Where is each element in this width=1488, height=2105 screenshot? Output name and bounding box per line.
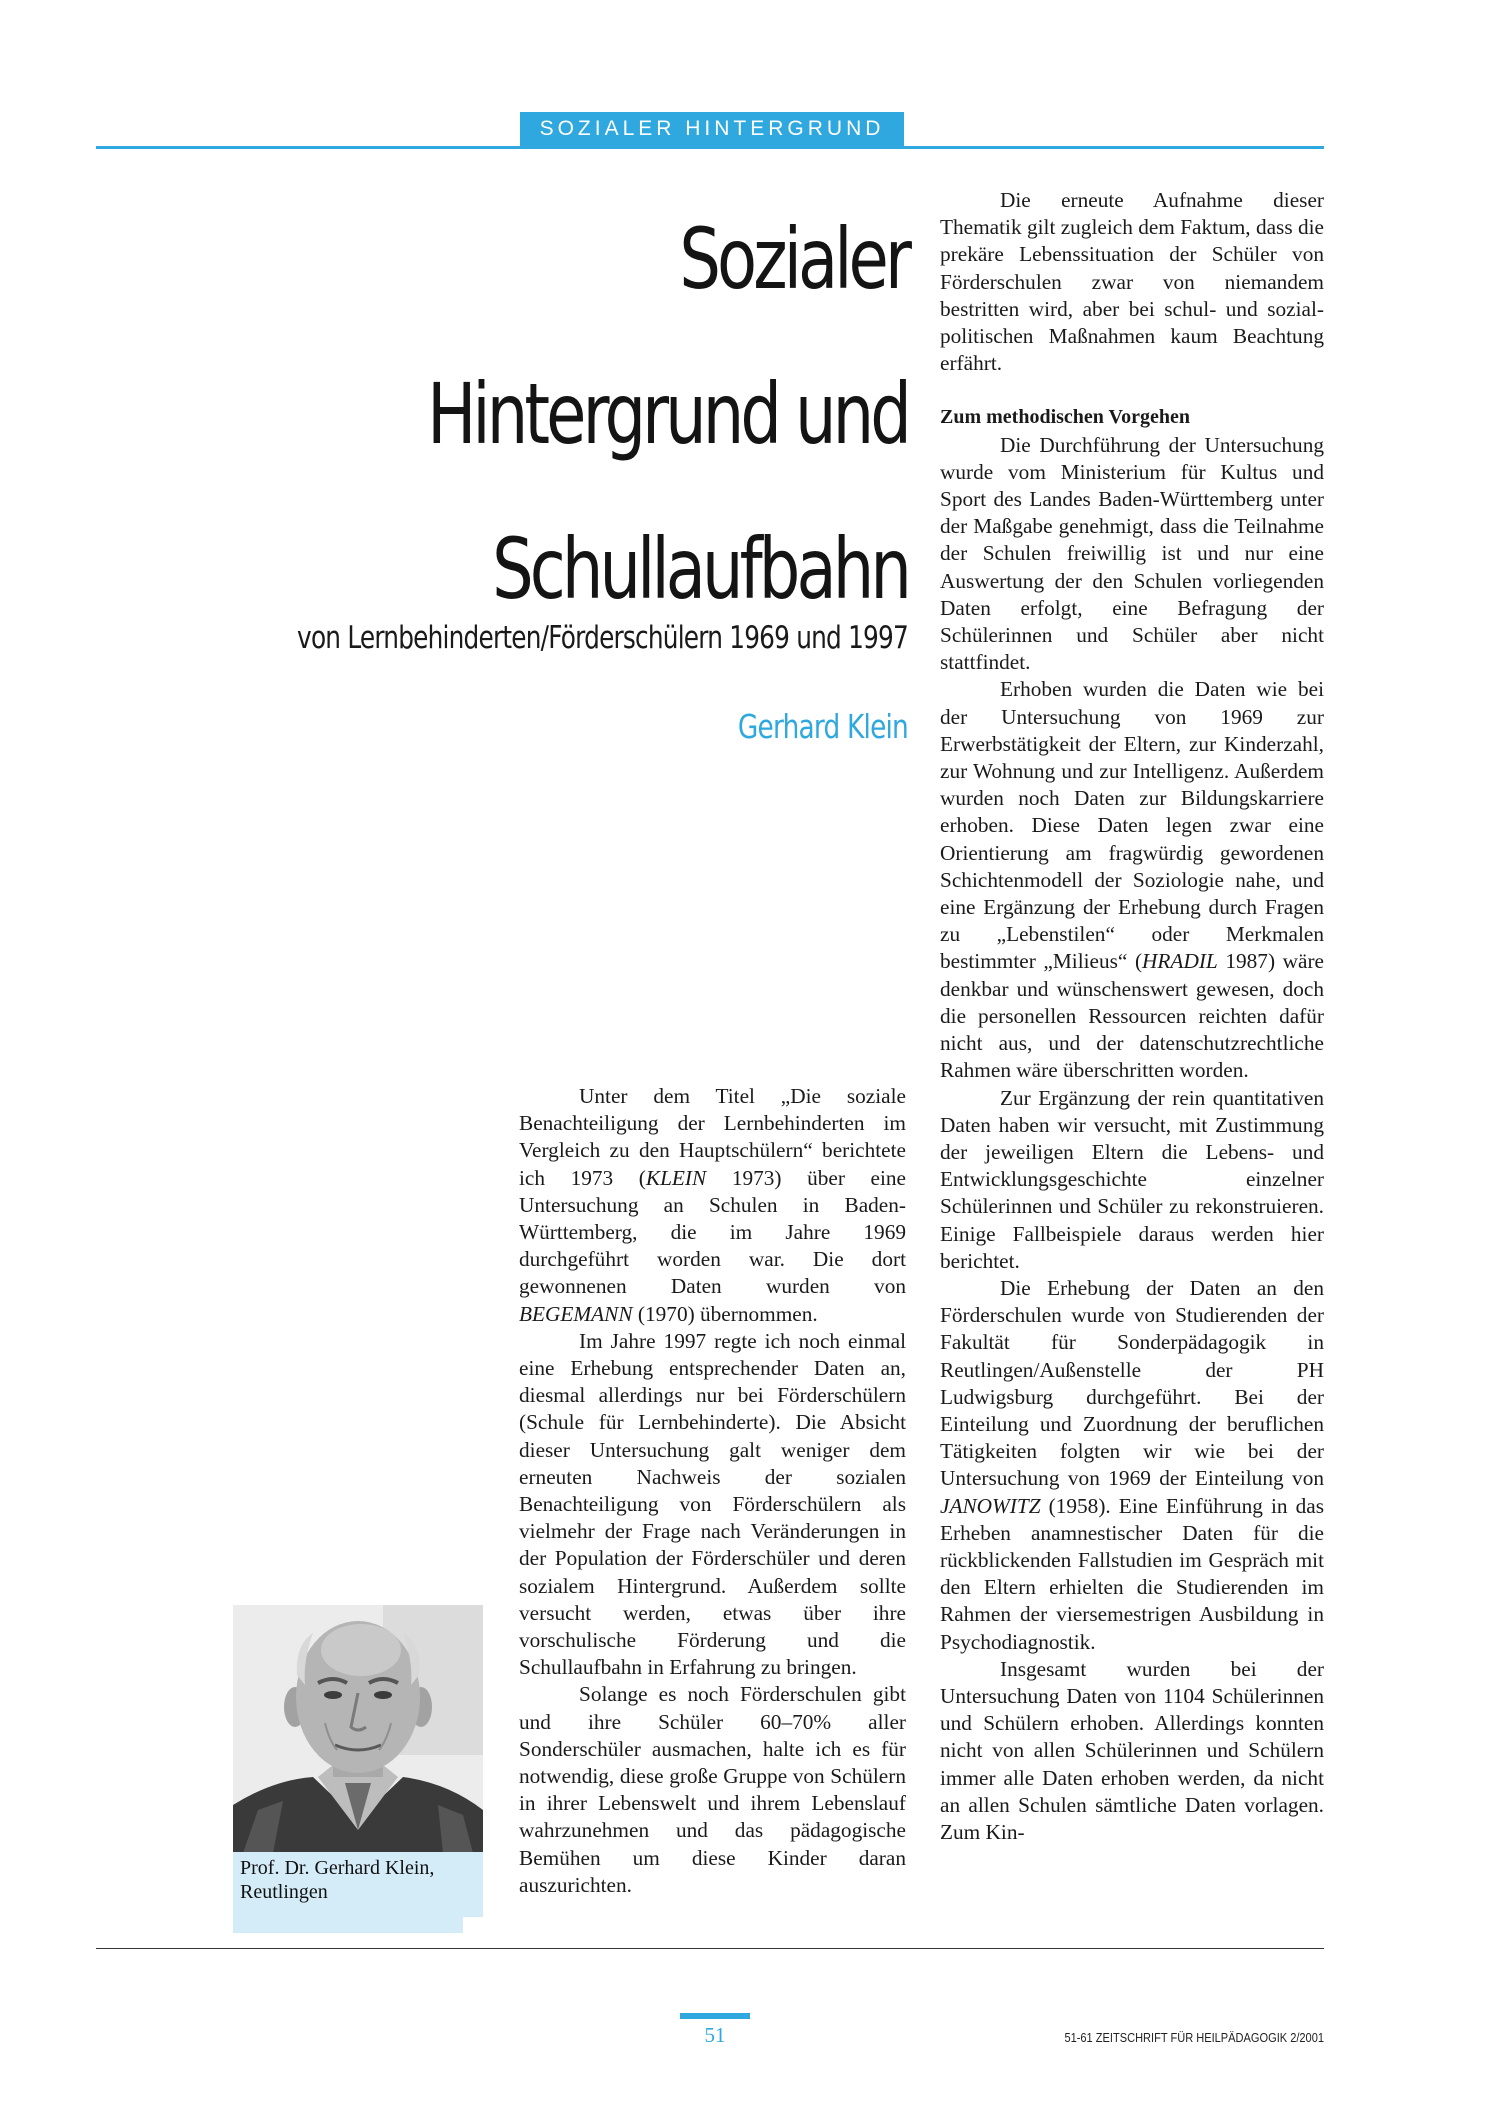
paragraph: [519, 1083, 906, 1328]
journal-reference: 51-61 ZEITSCHRIFT FÜR HEILPÄDAGOGIK 2/2001: [1064, 2030, 1324, 2045]
footer-rule: [96, 1948, 1324, 1949]
text-run: 1987) wäre denkbar und wünschenswert gewesen, doch die personellen Ressourcen reichten dafür nicht aus, und der datenschutzrechtliche Rahmen wäre überschritten worden.: [940, 949, 1324, 1083]
citation-author: HRADIL: [1142, 949, 1218, 974]
body-column-left: [519, 1083, 906, 1899]
text-run: Die Erhebung der Daten an den Förderschulen wurde von Studierenden der Fakultät für Sonderpädagogik in Reutlingen/Außenstelle der PH Ludwigsburg durchgeführt. Bei der Einteilung und Zuordnung der beruflichen Tätigkeiten folgten wir wie bei der Untersuchung von 1969 der Einteilung von: [940, 1275, 1324, 1491]
caption-background-extension: [233, 1917, 463, 1933]
text-run: (1970) übernommen.: [632, 1301, 818, 1326]
title-line-2: Hintergrund und: [427, 365, 908, 463]
caption-line-2: Reutlingen: [240, 1881, 328, 1903]
citation-author: JANOWITZ: [940, 1493, 1041, 1518]
body-column-right: [940, 187, 1324, 1846]
section-label: SOZIALER HINTERGRUND: [520, 112, 904, 146]
text-run: 1973) über eine Untersuchung an Schulen in Baden-Württemberg, die im Jahre 1969 durchgeführt worden war. Die dort gewonnenen Daten wurden von: [519, 1165, 906, 1299]
paragraph: Solange es noch Förderschulen gibt und ihre Schüler 60–70% aller Sonderschüler ausmachen, halte ich es für notwendig, diese große Gruppe von Schülern in ihrer Lebenswelt und ihrem Lebenslauf wahrzunehmen und das pädagogische Bemühen um diese Kinder daran auszurichten.: [519, 1682, 906, 1897]
text-run: (1958). Eine Einführung in das Erheben anamnestischer Daten für die rückblickenden Fallstudien im Gespräch mit den Eltern erhielten die Studierenden im Rahmen der viersemestrigen Ausbildung in Psychodiagnostik.: [940, 1493, 1324, 1654]
author-photo: [233, 1605, 483, 1853]
text-run: Erhoben wurden die Daten wie bei der Untersuchung von 1969 zur Erwerbstätigkeit der Eltern, zur Kinderzahl, zur Wohnung und zur Intelligenz. Außerdem wurden noch Daten zur Bildungskarriere erhoben. Diese Daten legen zwar eine Orientierung am fragwürdig gewordenen Schichtenmodell der Soziologie nahe, und eine Ergänzung der Erhebung durch Fragen zu „Lebenstilen“ oder Merkmalen bestimmter „Milieus“ (: [940, 677, 1324, 974]
section-heading: Zum methodischen Vorgehen: [940, 406, 1191, 429]
paragraph: Die erneute Aufnahme dieser Thematik gilt zugleich dem Faktum, dass die prekäre Lebenssituation der Schüler von Förderschulen zwar von niemandem bestritten wird, aber bei schul- und sozial-politischen Maßnahmen kaum Beachtung erfährt.: [940, 188, 1324, 376]
article-subtitle: von Lernbehinderten/Förderschülern 1969 und 1997: [297, 620, 908, 656]
citation-author: BEGEMANN: [519, 1301, 633, 1326]
photo-caption: [240, 1856, 480, 1904]
paragraph: Die Durchführung der Untersuchung wurde vom Ministerium für Kultus und Sport des Landes Baden-Württemberg unter der Maßgabe genehmigt, dass die Teilnahme der Schulen freiwillig ist und nur eine Auswertung der den Schulen vorliegenden Daten erfolgt, eine Befragung der Schülerinnen und Schüler aber nicht stattfindet.: [940, 432, 1324, 675]
paragraph: Zur Ergänzung der rein quantitativen Daten haben wir versucht, mit Zustimmung der jeweiligen Eltern die Lebens- und Entwicklungsgeschichte einzelner Schülerinnen und Schüler zu rekonstruieren. Einige Fallbeispiele daraus werden hier berichtet.: [940, 1085, 1324, 1273]
title-line-1: Sozialer: [679, 210, 908, 308]
paragraph: [940, 676, 1324, 1084]
paragraph: Insgesamt wurden bei der Untersuchung Daten von 1104 Schülerinnen und Schülern erhoben. Allerdings konnten nicht von allen Schülerinnen und Schülern immer alle Daten erhoben werden, da nicht an allen Schulen sämtliche Daten vorlagen. Zum Kin-: [940, 1656, 1324, 1844]
text-run: Unter dem Titel „Die soziale Benachteiligung der Lernbehinderten im Vergleich zu den Hauptschülern“ berichtete ich 1973 (: [519, 1084, 906, 1190]
article-title: [340, 182, 908, 647]
page-number-marker: [680, 2013, 750, 2019]
paragraph: [940, 1275, 1324, 1656]
paragraph-gap: [940, 377, 1324, 404]
header-rule: [96, 146, 1324, 149]
paragraph: Im Jahre 1997 regte ich noch einmal eine Erhebung entsprechender Daten an, diesmal allerdings nur bei Förderschülern (Schule für Lernbehinderte). Die Absicht dieser Untersuchung galt weniger dem erneuten Nachweis der sozialen Benachteiligung von Förderschülern als vielmehr der Frage nach Veränderungen in der Population der Förderschüler und deren sozialem Hintergrund. Außerdem sollte versucht werden, etwas über ihre vorschulische Förderung und die Schullaufbahn in Erfahrung zu bringen.: [519, 1328, 906, 1680]
citation-author: KLEIN: [645, 1165, 707, 1190]
title-line-3: Schullaufbahn: [492, 520, 908, 618]
article-author: Gerhard Klein: [737, 707, 908, 746]
author-portrait-image: [233, 1605, 483, 1853]
caption-line-1: Prof. Dr. Gerhard Klein,: [240, 1857, 435, 1879]
page-number: 51: [704, 2023, 726, 2047]
